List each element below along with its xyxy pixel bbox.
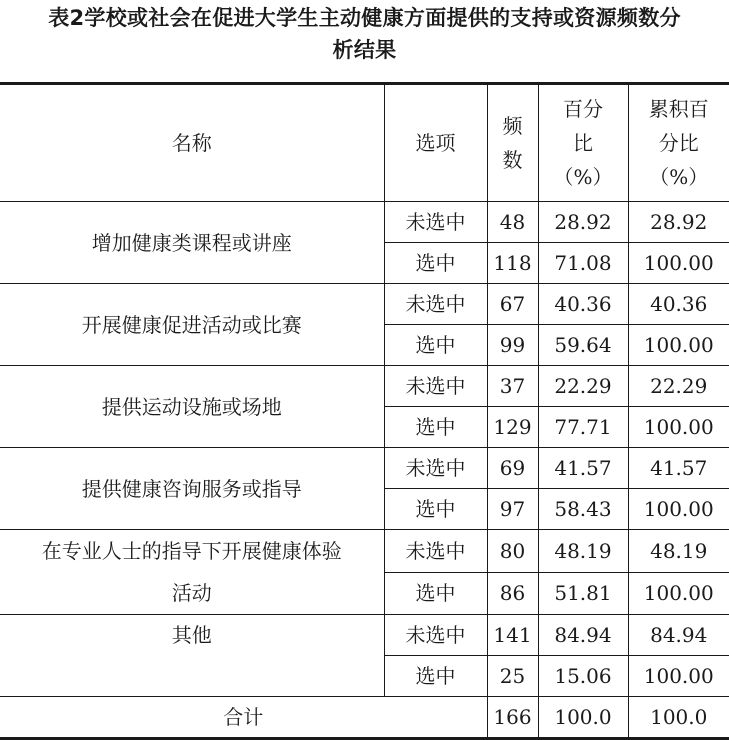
option-cell: 未选中 xyxy=(384,615,487,656)
cumulative-cell: 22.29 xyxy=(628,366,729,407)
percent-cell: 15.06 xyxy=(538,656,628,697)
header-name: 名称 xyxy=(0,84,384,202)
header-cumulative-percent xyxy=(628,84,729,202)
header-percent-line-2: 比 xyxy=(539,126,628,160)
caption-line-2: 析结果 xyxy=(0,34,729,66)
frequency-cell: 48 xyxy=(487,202,538,243)
cumulative-cell: 100.00 xyxy=(628,407,729,448)
cumulative-cell: 100.00 xyxy=(628,325,729,366)
group-name: 增加健康类课程或讲座 xyxy=(0,202,384,284)
frequency-cell: 37 xyxy=(487,366,538,407)
frequency-cell: 25 xyxy=(487,656,538,697)
option-cell: 选中 xyxy=(384,572,487,615)
table-row xyxy=(0,202,729,243)
frequency-cell: 67 xyxy=(487,284,538,325)
percent-cell: 58.43 xyxy=(538,489,628,530)
percent-cell: 48.19 xyxy=(538,530,628,573)
option-cell: 未选中 xyxy=(384,284,487,325)
header-option: 选项 xyxy=(384,84,487,202)
group-name: 提供运动设施或场地 xyxy=(0,366,384,448)
group-name-line-1: 在专业人士的指导下开展健康体验 xyxy=(0,530,384,572)
frequency-cell: 69 xyxy=(487,448,538,489)
group-name: 提供健康咨询服务或指导 xyxy=(0,448,384,530)
percent-cell: 22.29 xyxy=(538,366,628,407)
option-cell: 未选中 xyxy=(384,448,487,489)
header-cumulative-line-2: 分比 xyxy=(629,126,729,160)
cumulative-cell: 100.00 xyxy=(628,489,729,530)
header-percent-line-1: 百分 xyxy=(539,92,628,126)
cumulative-cell: 84.94 xyxy=(628,615,729,656)
total-row xyxy=(0,697,729,739)
table-row xyxy=(0,615,729,656)
group-name: 其他 xyxy=(0,615,384,697)
table-row xyxy=(0,530,729,573)
header-percent xyxy=(538,84,628,202)
cumulative-cell: 40.36 xyxy=(628,284,729,325)
cumulative-cell: 100.00 xyxy=(628,572,729,615)
option-cell: 选中 xyxy=(384,656,487,697)
percent-cell: 41.57 xyxy=(538,448,628,489)
option-cell: 选中 xyxy=(384,243,487,284)
group-name: 开展健康促进活动或比赛 xyxy=(0,284,384,366)
caption-line-1: 表2学校或社会在促进大学生主动健康方面提供的支持或资源频数分 xyxy=(0,2,729,34)
frequency-cell: 118 xyxy=(487,243,538,284)
percent-cell: 40.36 xyxy=(538,284,628,325)
header-frequency-line-1: 频 xyxy=(488,109,538,143)
header-row xyxy=(0,84,729,202)
header-frequency-line-2: 数 xyxy=(488,143,538,177)
option-cell: 未选中 xyxy=(384,366,487,407)
header-frequency xyxy=(487,84,538,202)
frequency-cell: 80 xyxy=(487,530,538,573)
cumulative-cell: 48.19 xyxy=(628,530,729,573)
table-row xyxy=(0,284,729,325)
frequency-cell: 86 xyxy=(487,572,538,615)
total-percent: 100.0 xyxy=(538,697,628,739)
header-cumulative-line-3: （%） xyxy=(629,160,729,194)
cumulative-cell: 100.00 xyxy=(628,243,729,284)
percent-cell: 84.94 xyxy=(538,615,628,656)
percent-cell: 59.64 xyxy=(538,325,628,366)
percent-cell: 28.92 xyxy=(538,202,628,243)
total-label: 合计 xyxy=(0,697,487,739)
header-cumulative-line-1: 累积百 xyxy=(629,92,729,126)
option-cell: 未选中 xyxy=(384,530,487,573)
table-row xyxy=(0,448,729,489)
cumulative-cell: 41.57 xyxy=(628,448,729,489)
table-caption xyxy=(0,2,729,66)
cumulative-cell: 28.92 xyxy=(628,202,729,243)
total-cumulative: 100.0 xyxy=(628,697,729,739)
percent-cell: 77.71 xyxy=(538,407,628,448)
frequency-cell: 97 xyxy=(487,489,538,530)
group-name xyxy=(0,530,384,615)
cumulative-cell: 100.00 xyxy=(628,656,729,697)
table-row xyxy=(0,366,729,407)
header-percent-line-3: （%） xyxy=(539,160,628,194)
frequency-cell: 141 xyxy=(487,615,538,656)
frequency-cell: 99 xyxy=(487,325,538,366)
total-frequency: 166 xyxy=(487,697,538,739)
percent-cell: 51.81 xyxy=(538,572,628,615)
option-cell: 选中 xyxy=(384,407,487,448)
frequency-table xyxy=(0,82,729,740)
option-cell: 未选中 xyxy=(384,202,487,243)
option-cell: 选中 xyxy=(384,325,487,366)
option-cell: 选中 xyxy=(384,489,487,530)
percent-cell: 71.08 xyxy=(538,243,628,284)
frequency-cell: 129 xyxy=(487,407,538,448)
group-name-line-2: 活动 xyxy=(0,572,384,614)
